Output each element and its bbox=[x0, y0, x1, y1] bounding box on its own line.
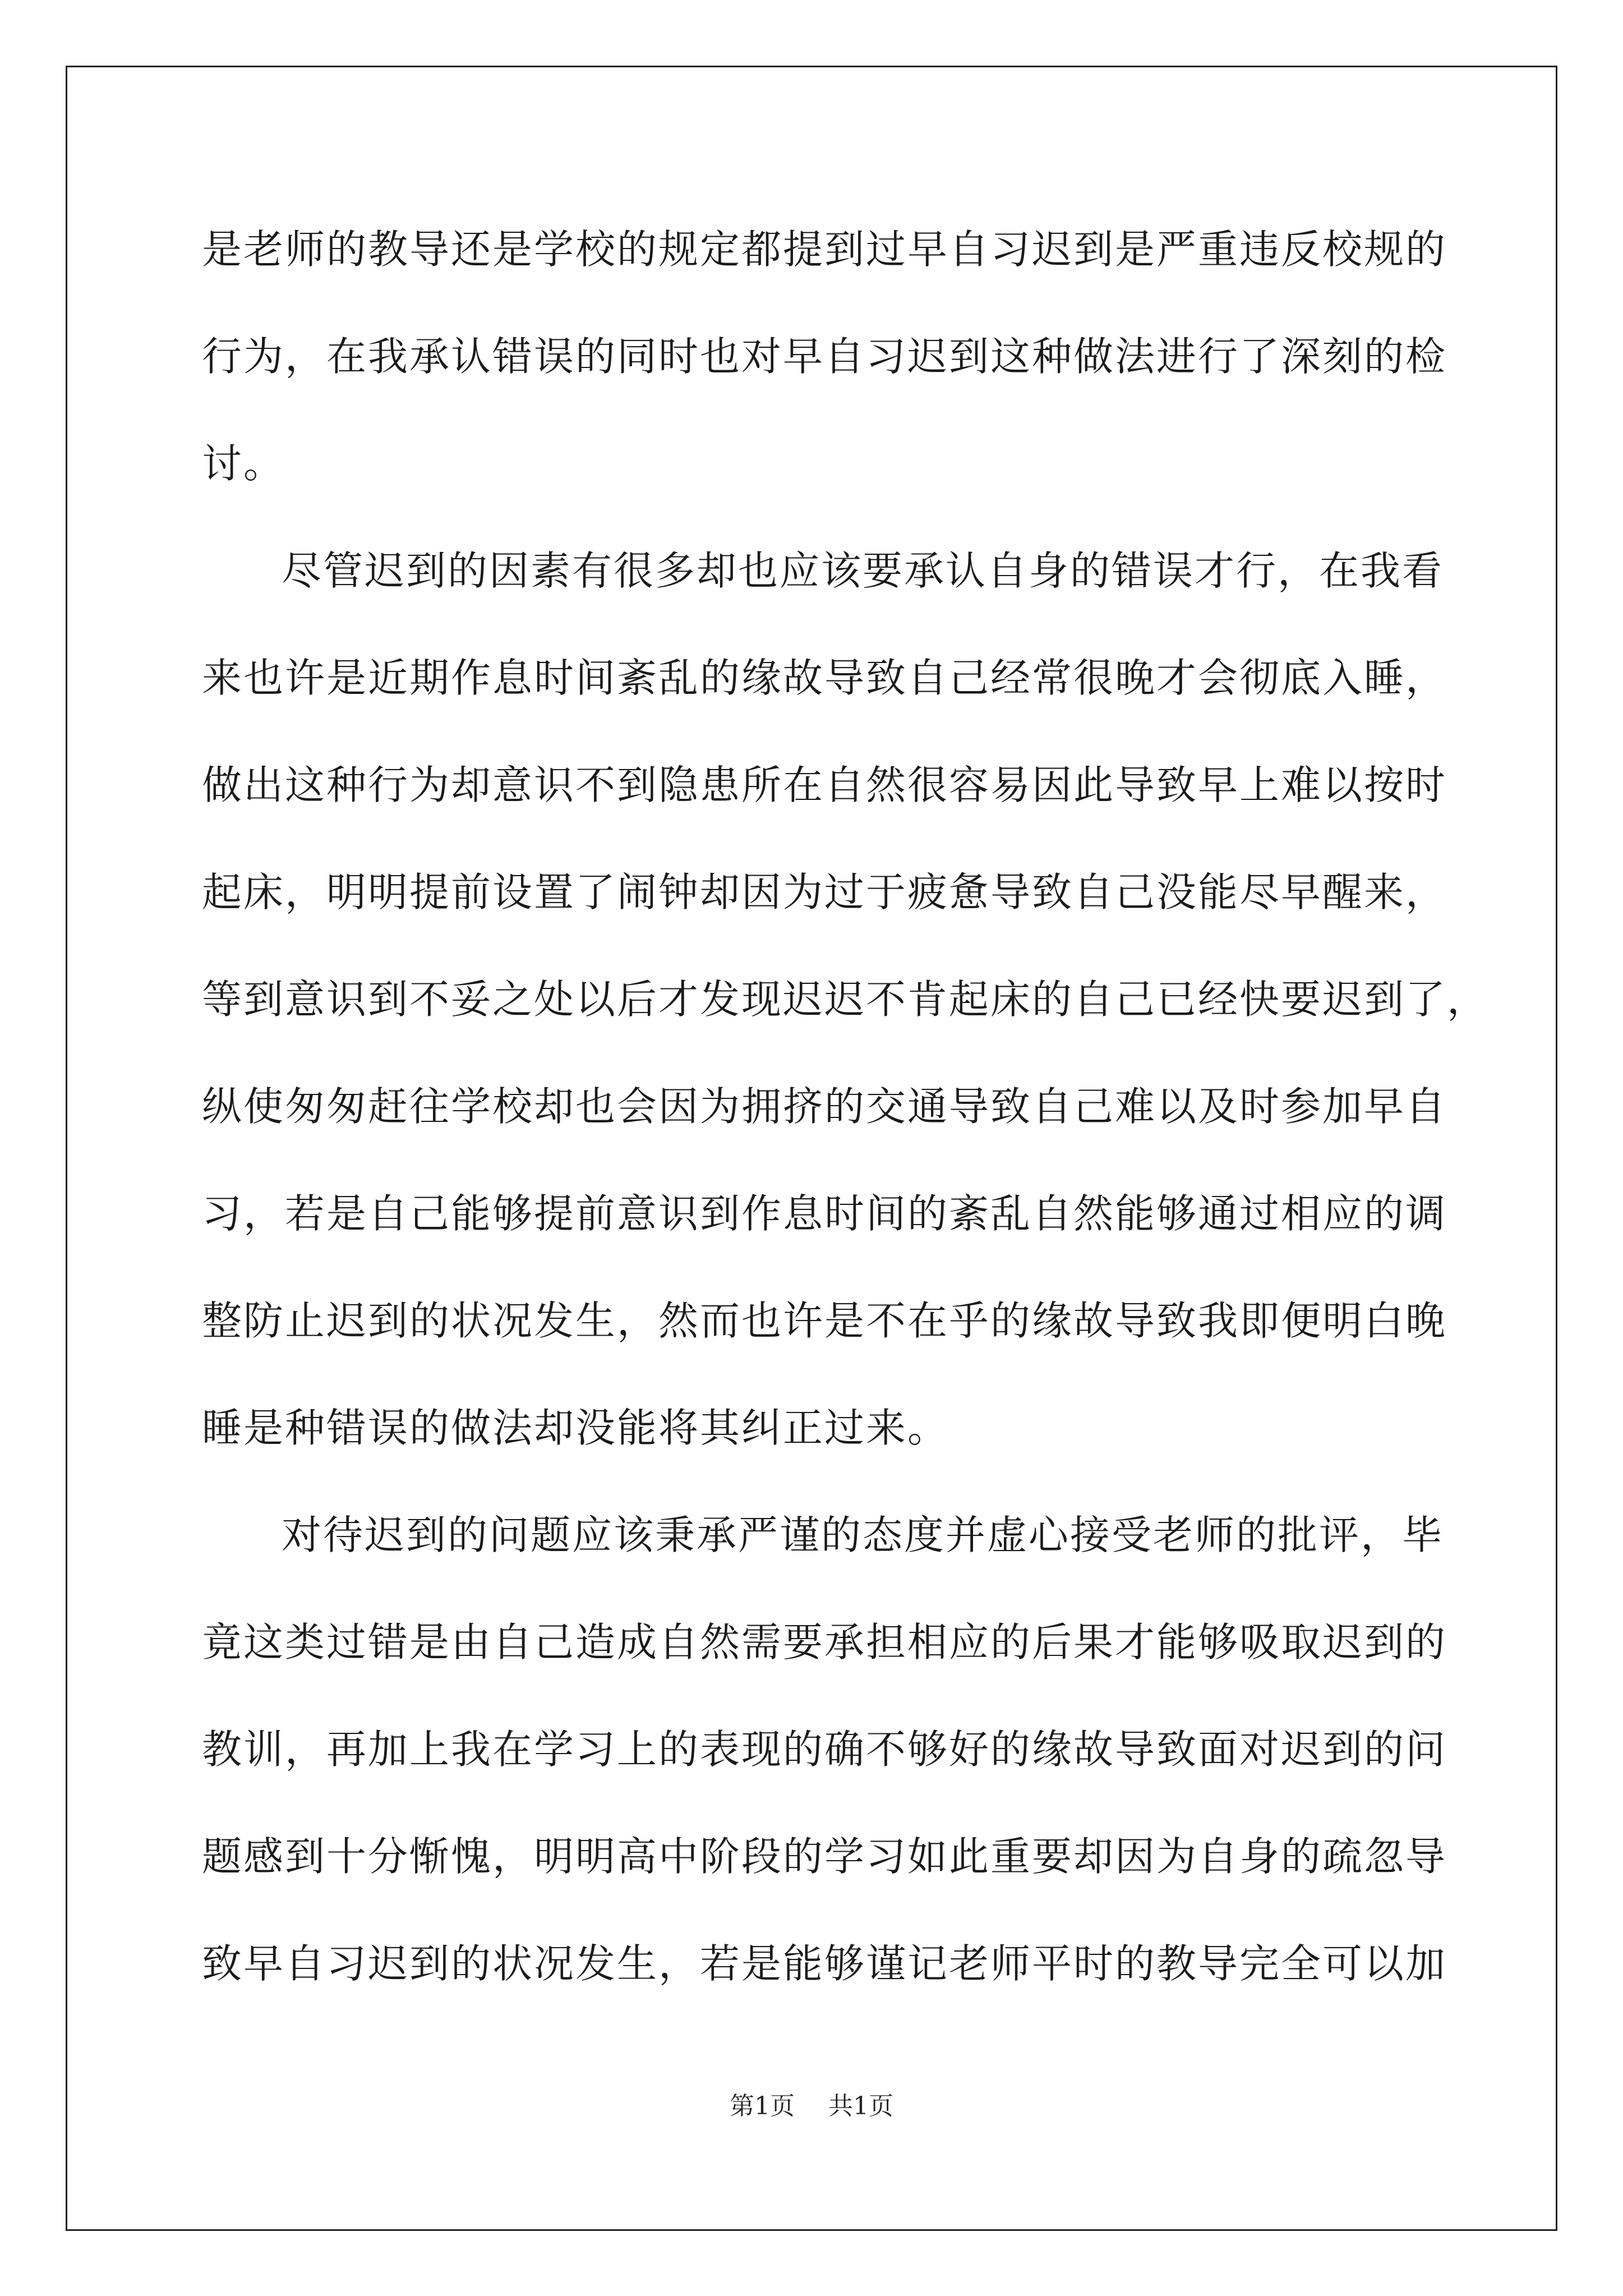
text-line: 来也许是近期作息时间紊乱的缘故导致自己经常很晚才会彻底入睡， bbox=[202, 655, 1447, 701]
text-line: 教训，再加上我在学习上的表现的确不够好的缘故导致面对迟到的问 bbox=[202, 1726, 1447, 1773]
text-line: 睡是种错误的做法却没能将其纠正过来。 bbox=[202, 1405, 949, 1451]
paragraph-start-line: 尽管迟到的因素有很多却也应该要承认自身的错误才行，在我看 bbox=[282, 547, 1444, 594]
text-line: 整防止迟到的状况发生，然而也许是不在乎的缘故导致我即便明白晚 bbox=[202, 1297, 1447, 1344]
page-footer bbox=[0, 2090, 1623, 2123]
paragraph-start-line: 对待迟到的问题应该秉承严谨的态度并虚心接受老师的批评，毕 bbox=[282, 1512, 1444, 1558]
text-line: 纵使匆匆赶往学校却也会因为拥挤的交通导致自己难以及时参加早自 bbox=[202, 1083, 1447, 1130]
text-line: 做出这种行为却意识不到隐患所在自然很容易因此导致早上难以按时 bbox=[202, 762, 1447, 808]
text-line: 是老师的教导还是学校的规定都提到过早自习迟到是严重违反校规的 bbox=[202, 226, 1447, 273]
text-line: 致早自习迟到的状况发生，若是能够谨记老师平时的教导完全可以加 bbox=[202, 1940, 1447, 1987]
text-line: 习，若是自己能够提前意识到作息时间的紊乱自然能够通过相应的调 bbox=[202, 1190, 1447, 1237]
text-line: 等到意识到不妥之处以后才发现迟迟不肯起床的自己已经快要迟到了， bbox=[202, 976, 1489, 1023]
page-number-total: 共1页 bbox=[828, 2092, 893, 2120]
document-body bbox=[202, 216, 1489, 2037]
page-number-current: 第1页 bbox=[730, 2092, 795, 2120]
text-line: 竟这类过错是由自己造成自然需要承担相应的后果才能够吸取迟到的 bbox=[202, 1619, 1447, 1665]
text-line: 题感到十分惭愧，明明高中阶段的学习如此重要却因为自身的疏忽导 bbox=[202, 1833, 1447, 1880]
text-line: 讨。 bbox=[202, 440, 285, 487]
text-line: 起床，明明提前设置了闹钟却因为过于疲惫导致自己没能尽早醒来， bbox=[202, 869, 1447, 915]
text-line: 行为，在我承认错误的同时也对早自习迟到这种做法进行了深刻的检 bbox=[202, 333, 1447, 380]
